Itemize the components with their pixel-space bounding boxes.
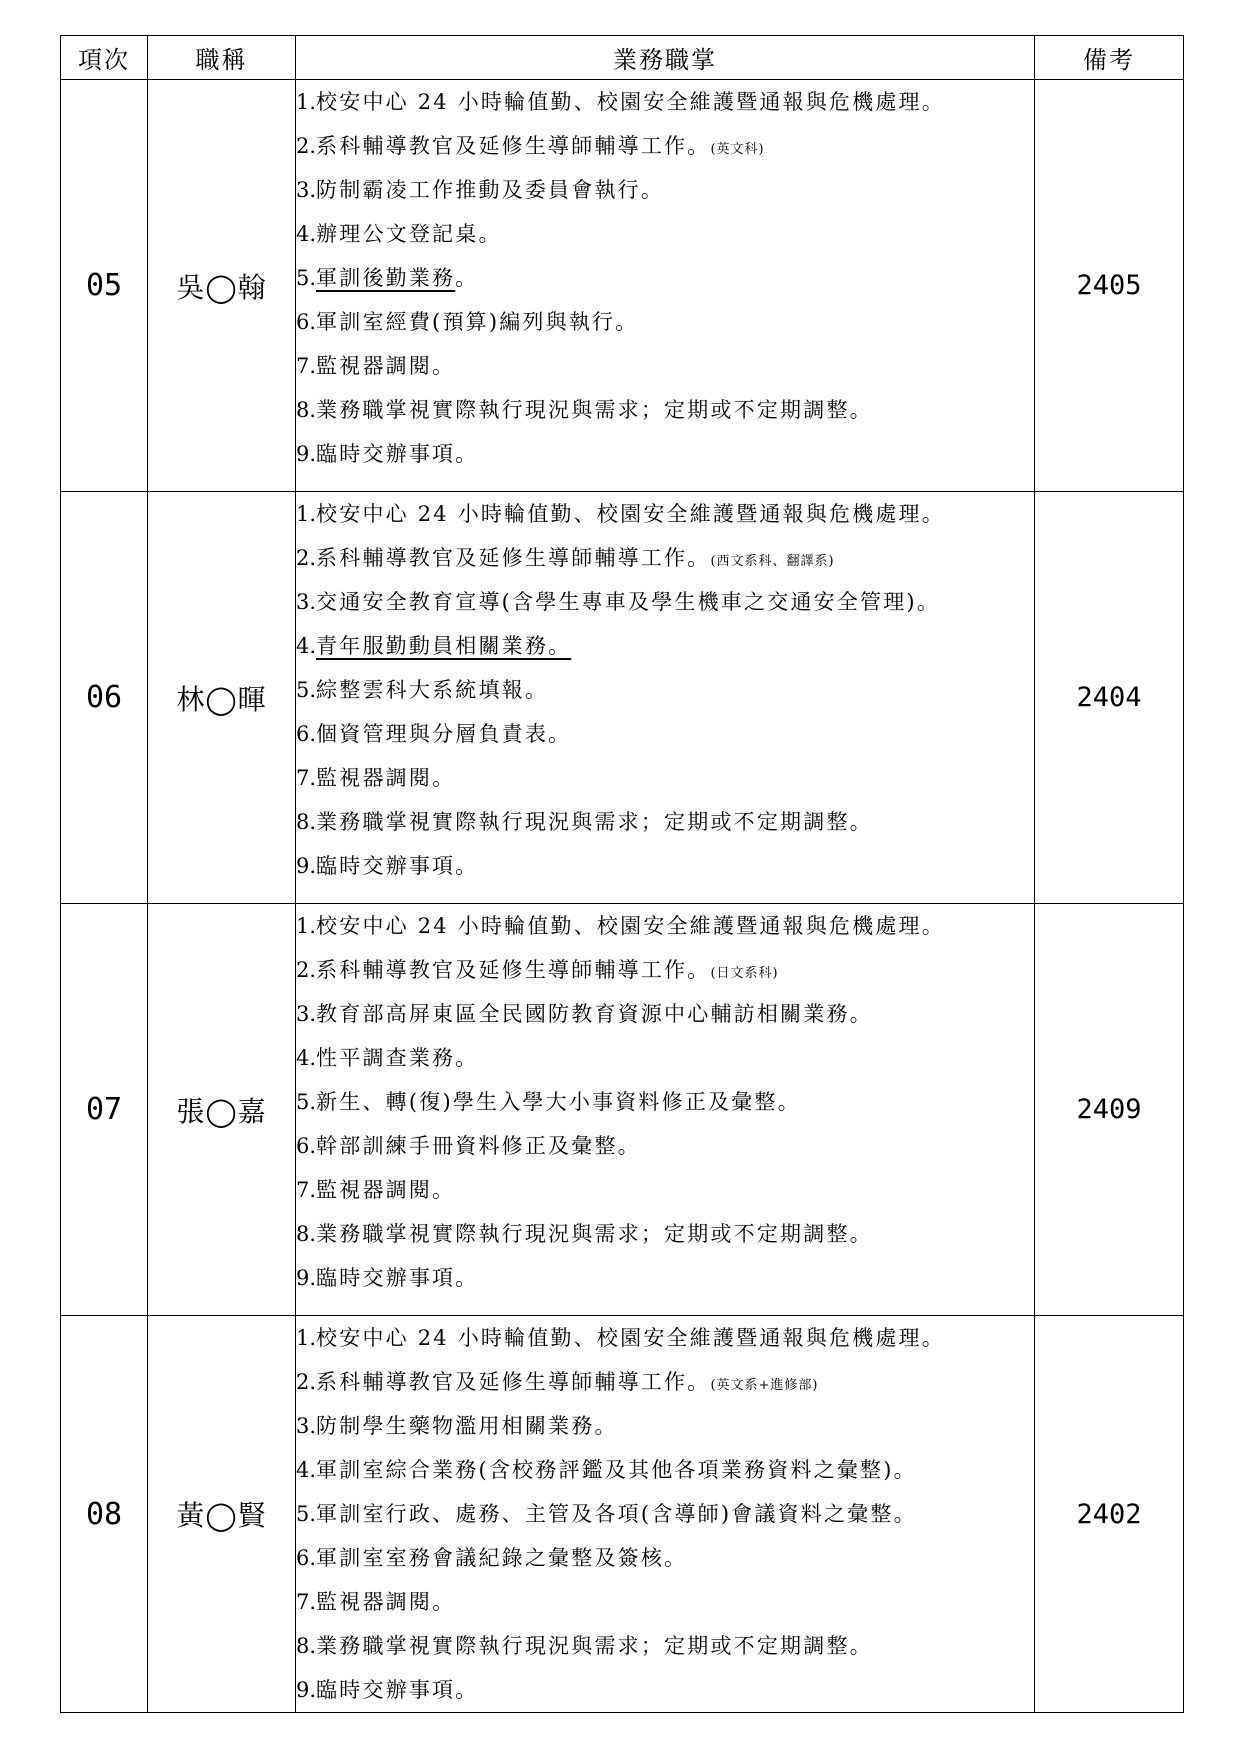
item-text: 校安中心 24 小時輪值勤、校園安全維護暨通報與危機處理。	[316, 90, 945, 114]
header-remarks: 備考	[1035, 36, 1184, 80]
item-text: 青年服勤動員相關業務。	[316, 634, 572, 658]
item-index: 6.	[296, 310, 317, 334]
table-header	[61, 36, 1184, 80]
list-item	[296, 1168, 1034, 1212]
item-index: 3.	[296, 178, 317, 202]
item-note: (西文系科、翻譯系)	[710, 554, 835, 569]
item-index: 1.	[296, 502, 317, 526]
item-text: 辦理公文登記桌。	[316, 222, 502, 246]
list-item	[296, 80, 1034, 124]
item-text: 系科輔導教官及延修生導師輔導工作。	[316, 1370, 711, 1394]
list-item	[296, 1580, 1034, 1624]
list-item	[296, 1316, 1034, 1360]
header-item-no: 項次	[61, 36, 148, 80]
list-item	[296, 712, 1034, 756]
item-index: 6.	[296, 1546, 317, 1570]
list-item	[296, 1036, 1034, 1080]
header-title: 職稱	[148, 36, 296, 80]
item-index: 4.	[296, 222, 317, 246]
duties-cell	[296, 904, 1035, 1316]
item-text: 業務職掌視實際執行現況與需求；定期或不定期調整。	[316, 398, 873, 422]
list-item	[296, 1404, 1034, 1448]
table-row	[61, 80, 1184, 492]
staff-name-cell: 黃◯賢	[148, 1316, 296, 1713]
duties-cell	[296, 492, 1035, 904]
extension-cell: 2404	[1035, 492, 1184, 904]
list-item	[296, 492, 1034, 536]
list-item	[296, 756, 1034, 800]
list-item	[296, 1256, 1034, 1300]
item-index: 7.	[296, 354, 317, 378]
item-text: 校安中心 24 小時輪值勤、校園安全維護暨通報與危機處理。	[316, 1326, 945, 1350]
item-index: 2.	[296, 546, 317, 570]
extension-cell: 2409	[1035, 904, 1184, 1316]
list-item	[296, 1080, 1034, 1124]
item-note: (英文系+進修部)	[710, 1378, 819, 1393]
duty-list	[296, 492, 1034, 888]
item-text: 臨時交辦事項。	[316, 854, 479, 878]
item-index: 4.	[296, 1458, 317, 1482]
duty-list	[296, 1316, 1034, 1712]
item-index: 8.	[296, 398, 317, 422]
item-text: 軍訓室室務會議紀錄之彙整及簽核。	[316, 1546, 688, 1570]
list-item	[296, 124, 1034, 168]
item-text: 業務職掌視實際執行現況與需求；定期或不定期調整。	[316, 1222, 873, 1246]
item-text: 綜整雲科大系統填報。	[316, 678, 549, 702]
list-item	[296, 1536, 1034, 1580]
list-item	[296, 668, 1034, 712]
item-number-cell: 06	[61, 492, 148, 904]
item-index: 8.	[296, 1222, 317, 1246]
list-item	[296, 580, 1034, 624]
item-text: 臨時交辦事項。	[316, 442, 479, 466]
item-text: 系科輔導教官及延修生導師輔導工作。	[316, 134, 711, 158]
item-text: 監視器調閱。	[316, 354, 456, 378]
item-text: 業務職掌視實際執行現況與需求；定期或不定期調整。	[316, 810, 873, 834]
item-index: 4.	[296, 1046, 317, 1070]
item-index: 7.	[296, 1178, 317, 1202]
item-suffix: 。	[455, 266, 479, 290]
item-note: (日文系科)	[710, 966, 779, 981]
item-text: 監視器調閱。	[316, 1178, 456, 1202]
item-text: 臨時交辦事項。	[316, 1266, 479, 1290]
item-index: 2.	[296, 1370, 317, 1394]
list-item	[296, 536, 1034, 580]
item-index: 1.	[296, 914, 317, 938]
item-index: 7.	[296, 766, 317, 790]
item-text: 軍訓後勤業務	[316, 266, 456, 290]
item-index: 9.	[296, 1266, 317, 1290]
item-index: 8.	[296, 810, 317, 834]
item-number-cell: 05	[61, 80, 148, 492]
list-item	[296, 300, 1034, 344]
list-item	[296, 904, 1034, 948]
item-index: 3.	[296, 590, 317, 614]
staff-name-cell: 張◯嘉	[148, 904, 296, 1316]
item-index: 3.	[296, 1002, 317, 1026]
table-row	[61, 1316, 1184, 1713]
item-text: 臨時交辦事項。	[316, 1678, 479, 1702]
item-text: 教育部高屏東區全民國防教育資源中心輔訪相關業務。	[316, 1002, 873, 1026]
item-index: 1.	[296, 90, 317, 114]
item-index: 4.	[296, 634, 317, 658]
list-item	[296, 800, 1034, 844]
list-item	[296, 1492, 1034, 1536]
item-index: 3.	[296, 1414, 317, 1438]
item-text: 個資管理與分層負責表。	[316, 722, 572, 746]
table-row	[61, 492, 1184, 904]
list-item	[296, 432, 1034, 476]
list-item	[296, 1624, 1034, 1668]
list-item	[296, 1124, 1034, 1168]
staff-name-cell: 吳◯翰	[148, 80, 296, 492]
item-text: 監視器調閱。	[316, 1590, 456, 1614]
item-index: 1.	[296, 1326, 317, 1350]
item-text: 防制霸凌工作推動及委員會執行。	[316, 178, 665, 202]
item-text: 幹部訓練手冊資料修正及彙整。	[316, 1134, 641, 1158]
list-item	[296, 844, 1034, 888]
item-index: 5.	[296, 266, 317, 290]
duty-table	[60, 35, 1184, 1713]
item-text: 校安中心 24 小時輪值勤、校園安全維護暨通報與危機處理。	[316, 502, 945, 526]
list-item	[296, 1448, 1034, 1492]
item-text: 業務職掌視實際執行現況與需求；定期或不定期調整。	[316, 1634, 873, 1658]
duty-list	[296, 904, 1034, 1300]
item-index: 5.	[296, 1090, 317, 1114]
item-number-cell: 07	[61, 904, 148, 1316]
item-text: 軍訓室綜合業務(含校務評鑑及其他各項業務資料之彙整)。	[316, 1458, 917, 1482]
item-text: 系科輔導教官及延修生導師輔導工作。	[316, 958, 711, 982]
item-text: 系科輔導教官及延修生導師輔導工作。	[316, 546, 711, 570]
item-index: 5.	[296, 678, 317, 702]
item-text: 軍訓室行政、處務、主管及各項(含導師)會議資料之彙整。	[316, 1502, 917, 1526]
table-row	[61, 904, 1184, 1316]
list-item	[296, 344, 1034, 388]
item-text: 軍訓室經費(預算)編列與執行。	[316, 310, 639, 334]
item-index: 5.	[296, 1502, 317, 1526]
list-item	[296, 212, 1034, 256]
item-text: 監視器調閱。	[316, 766, 456, 790]
extension-cell: 2405	[1035, 80, 1184, 492]
item-text: 新生、轉(復)學生入學大小事資料修正及彙整。	[316, 1090, 801, 1114]
item-number-cell: 08	[61, 1316, 148, 1713]
item-text: 交通安全教育宣導(含學生專車及學生機車之交通安全管理)。	[316, 590, 941, 614]
list-item	[296, 168, 1034, 212]
item-index: 9.	[296, 442, 317, 466]
item-index: 9.	[296, 1678, 317, 1702]
item-note: (英文科)	[710, 142, 765, 157]
duties-cell	[296, 80, 1035, 492]
item-text: 防制學生藥物濫用相關業務。	[316, 1414, 618, 1438]
item-index: 6.	[296, 722, 317, 746]
list-item	[296, 992, 1034, 1036]
list-item	[296, 1668, 1034, 1712]
header-duties: 業務職掌	[296, 36, 1035, 80]
item-index: 7.	[296, 1590, 317, 1614]
item-index: 2.	[296, 958, 317, 982]
item-index: 8.	[296, 1634, 317, 1658]
staff-name-cell: 林◯暉	[148, 492, 296, 904]
list-item	[296, 388, 1034, 432]
item-text: 性平調查業務。	[316, 1046, 479, 1070]
item-text: 校安中心 24 小時輪值勤、校園安全維護暨通報與危機處理。	[316, 914, 945, 938]
list-item	[296, 948, 1034, 992]
item-index: 2.	[296, 134, 317, 158]
table-body	[61, 80, 1184, 1713]
list-item	[296, 624, 1034, 668]
list-item	[296, 1212, 1034, 1256]
item-index: 9.	[296, 854, 317, 878]
duties-cell	[296, 1316, 1035, 1713]
list-item	[296, 1360, 1034, 1404]
list-item	[296, 256, 1034, 300]
duty-list	[296, 80, 1034, 476]
extension-cell: 2402	[1035, 1316, 1184, 1713]
item-index: 6.	[296, 1134, 317, 1158]
